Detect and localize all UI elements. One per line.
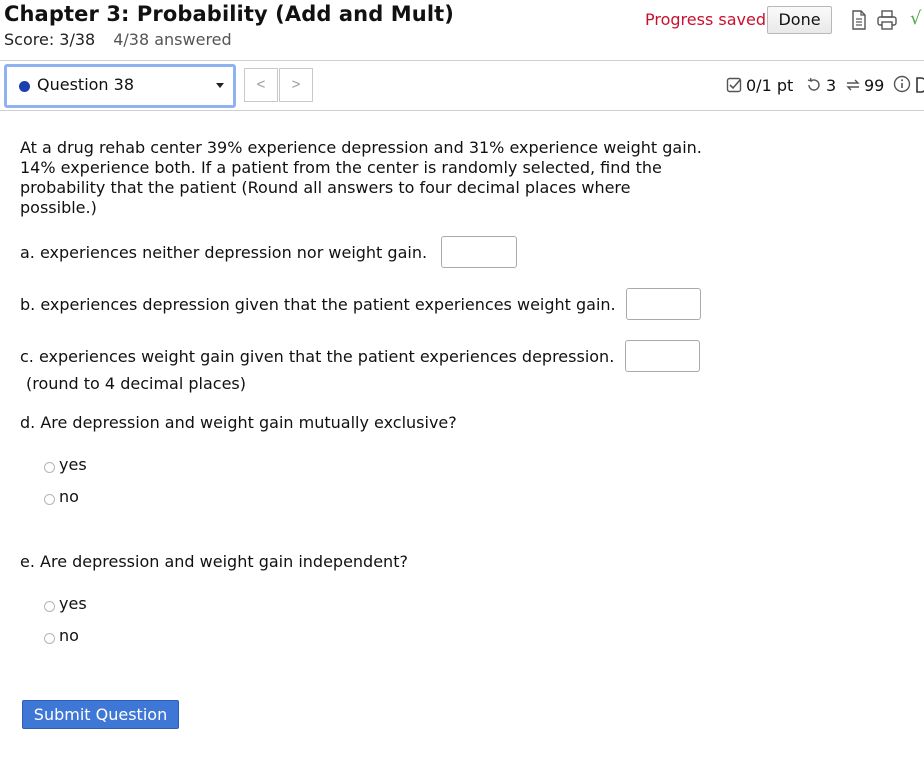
attempts-icon [845, 77, 861, 97]
part-c-label: c. experiences weight gain given that the patient experiences depression. [20, 347, 615, 366]
part-e-option-no[interactable] [44, 626, 79, 645]
part-b-answer-input[interactable] [626, 288, 701, 320]
question-text: At a drug rehab center 39% experience depression and 31% experience weight gain. 14% experience both. If a patient from the center is randomly selected, find the probability that the patient (Round all answers to four decimal places where possible.) [20, 138, 702, 217]
option-label: yes [59, 455, 87, 474]
part-a-label: a. experiences neither depression nor weight gain. [20, 243, 428, 262]
part-c-answer-input[interactable] [625, 340, 700, 372]
info-icon[interactable] [893, 75, 911, 97]
page-title: Chapter 3: Probability (Add and Mult) [4, 2, 454, 26]
retry-icon[interactable] [806, 77, 822, 97]
answered-count: 4/38 answered [113, 30, 232, 49]
question-select-label: Question 38 [37, 75, 135, 94]
done-button[interactable]: Done [767, 6, 832, 34]
score-summary [4, 30, 232, 49]
part-d-option-yes[interactable] [44, 455, 87, 474]
part-e-option-yes[interactable] [44, 594, 87, 613]
more-options-icon[interactable] [915, 76, 924, 94]
next-question-button[interactable]: > [279, 68, 313, 102]
current-question-dot-icon [19, 81, 30, 92]
chevron-down-icon [216, 83, 224, 88]
attempts-count: 99 [864, 76, 885, 95]
part-a-answer-input[interactable] [441, 236, 517, 268]
previous-question-button[interactable]: < [244, 68, 278, 102]
document-icon[interactable] [849, 9, 869, 31]
print-icon[interactable] [876, 9, 896, 31]
part-d-label: d. Are depression and weight gain mutually exclusive? [20, 413, 457, 432]
score-text: Score: 3/38 [4, 30, 96, 49]
math-symbol-icon[interactable]: √ [910, 8, 922, 29]
part-c-note: (round to 4 decimal places) [26, 374, 246, 393]
radio-icon[interactable] [44, 462, 55, 473]
option-label: yes [59, 594, 87, 613]
checkbox-icon [726, 77, 742, 97]
part-b-label: b. experiences depression given that the patient experiences weight gain. [20, 295, 616, 314]
question-nav-divider [0, 110, 924, 111]
retries-count: 3 [826, 76, 837, 95]
radio-icon[interactable] [44, 494, 55, 505]
option-label: no [59, 626, 79, 645]
progress-saved-status: Progress saved [645, 10, 766, 29]
part-e-label: e. Are depression and weight gain independent? [20, 552, 408, 571]
header-divider [0, 60, 924, 61]
part-d-option-no[interactable] [44, 487, 79, 506]
points-value: 0/1 pt [746, 76, 794, 95]
radio-icon[interactable] [44, 633, 55, 644]
question-select[interactable] [4, 64, 236, 108]
submit-question-button[interactable]: Submit Question [22, 700, 179, 729]
option-label: no [59, 487, 79, 506]
radio-icon[interactable] [44, 601, 55, 612]
